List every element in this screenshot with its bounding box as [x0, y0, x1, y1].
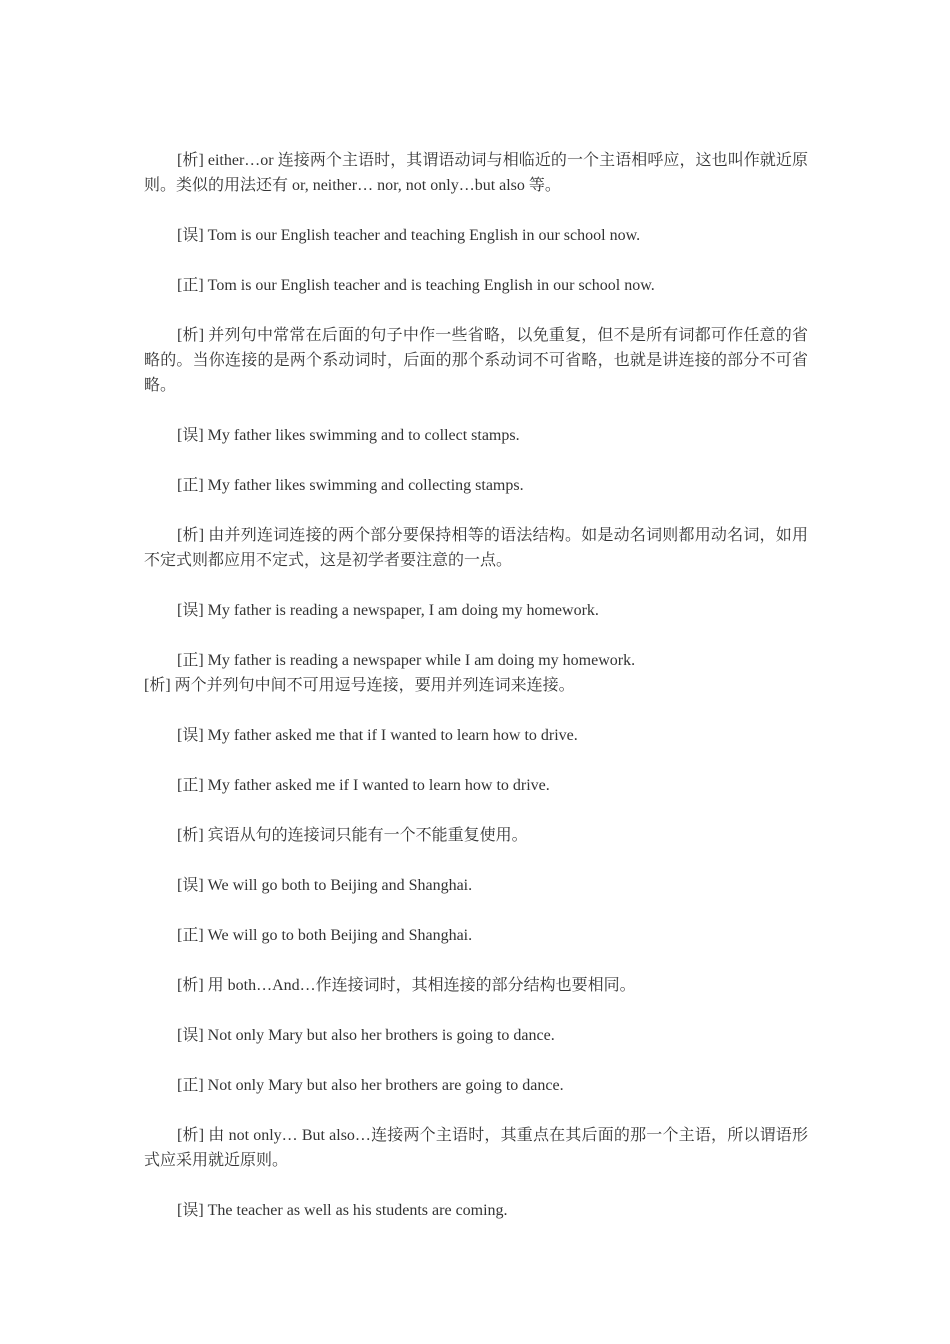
analysis-paragraph: [析] 用 both…And…作连接词时，其相连接的部分结构也要相同。: [177, 977, 636, 994]
analysis-paragraph: [析] either…or 连接两个主语时，其谓语动词与相临近的一个主语相呼应，这也叫作就近原则。类似的用法还有 or, neither… nor, not only…but also 等。: [144, 152, 808, 194]
analysis-paragraph: [析] 由并列连词连接的两个部分要保持相等的语法结构。如是动名词则都用动名词，如用不定式则都应用不定式，这是初学者要注意的一点。: [144, 527, 808, 569]
wrong-example: [误] My father likes swimming and to collect stamps.: [177, 427, 520, 444]
wrong-example: [误] The teacher as well as his students are coming.: [177, 1202, 508, 1219]
wrong-example: [误] We will go both to Beijing and Shanghai.: [177, 877, 473, 894]
document-body: [144, 148, 808, 1248]
correct-example: [正] Not only Mary but also her brothers are going to dance.: [177, 1077, 564, 1094]
correct-example: [正] We will go to both Beijing and Shanghai.: [177, 927, 473, 944]
correct-example: [正] My father is reading a newspaper while I am doing my homework.: [177, 652, 636, 669]
wrong-example: [误] Not only Mary but also her brothers is going to dance.: [177, 1027, 555, 1044]
analysis-paragraph: [析] 并列句中常常在后面的句子中作一些省略，以免重复，但不是所有词都可作任意的省略的。当你连接的是两个系动词时，后面的那个系动词不可省略，也就是讲连接的部分不可省略。: [144, 327, 808, 394]
analysis-paragraph: [析] 两个并列句中间不可用逗号连接，要用并列连词来连接。: [144, 677, 575, 694]
analysis-paragraph: [析] 宾语从句的连接词只能有一个不能重复使用。: [177, 827, 528, 844]
wrong-example: [误] Tom is our English teacher and teaching English in our school now.: [177, 227, 641, 244]
correct-example: [正] My father likes swimming and collecting stamps.: [177, 477, 524, 494]
analysis-paragraph: [析] 由 not only… But also…连接两个主语时，其重点在其后面的那一个主语，所以谓语形式应采用就近原则。: [144, 1127, 808, 1169]
wrong-example: [误] My father is reading a newspaper, I am doing my homework.: [177, 602, 599, 619]
wrong-example: [误] My father asked me that if I wanted to learn how to drive.: [177, 727, 578, 744]
correct-example: [正] Tom is our English teacher and is teaching English in our school now.: [177, 277, 655, 294]
correct-example: [正] My father asked me if I wanted to learn how to drive.: [177, 777, 550, 794]
